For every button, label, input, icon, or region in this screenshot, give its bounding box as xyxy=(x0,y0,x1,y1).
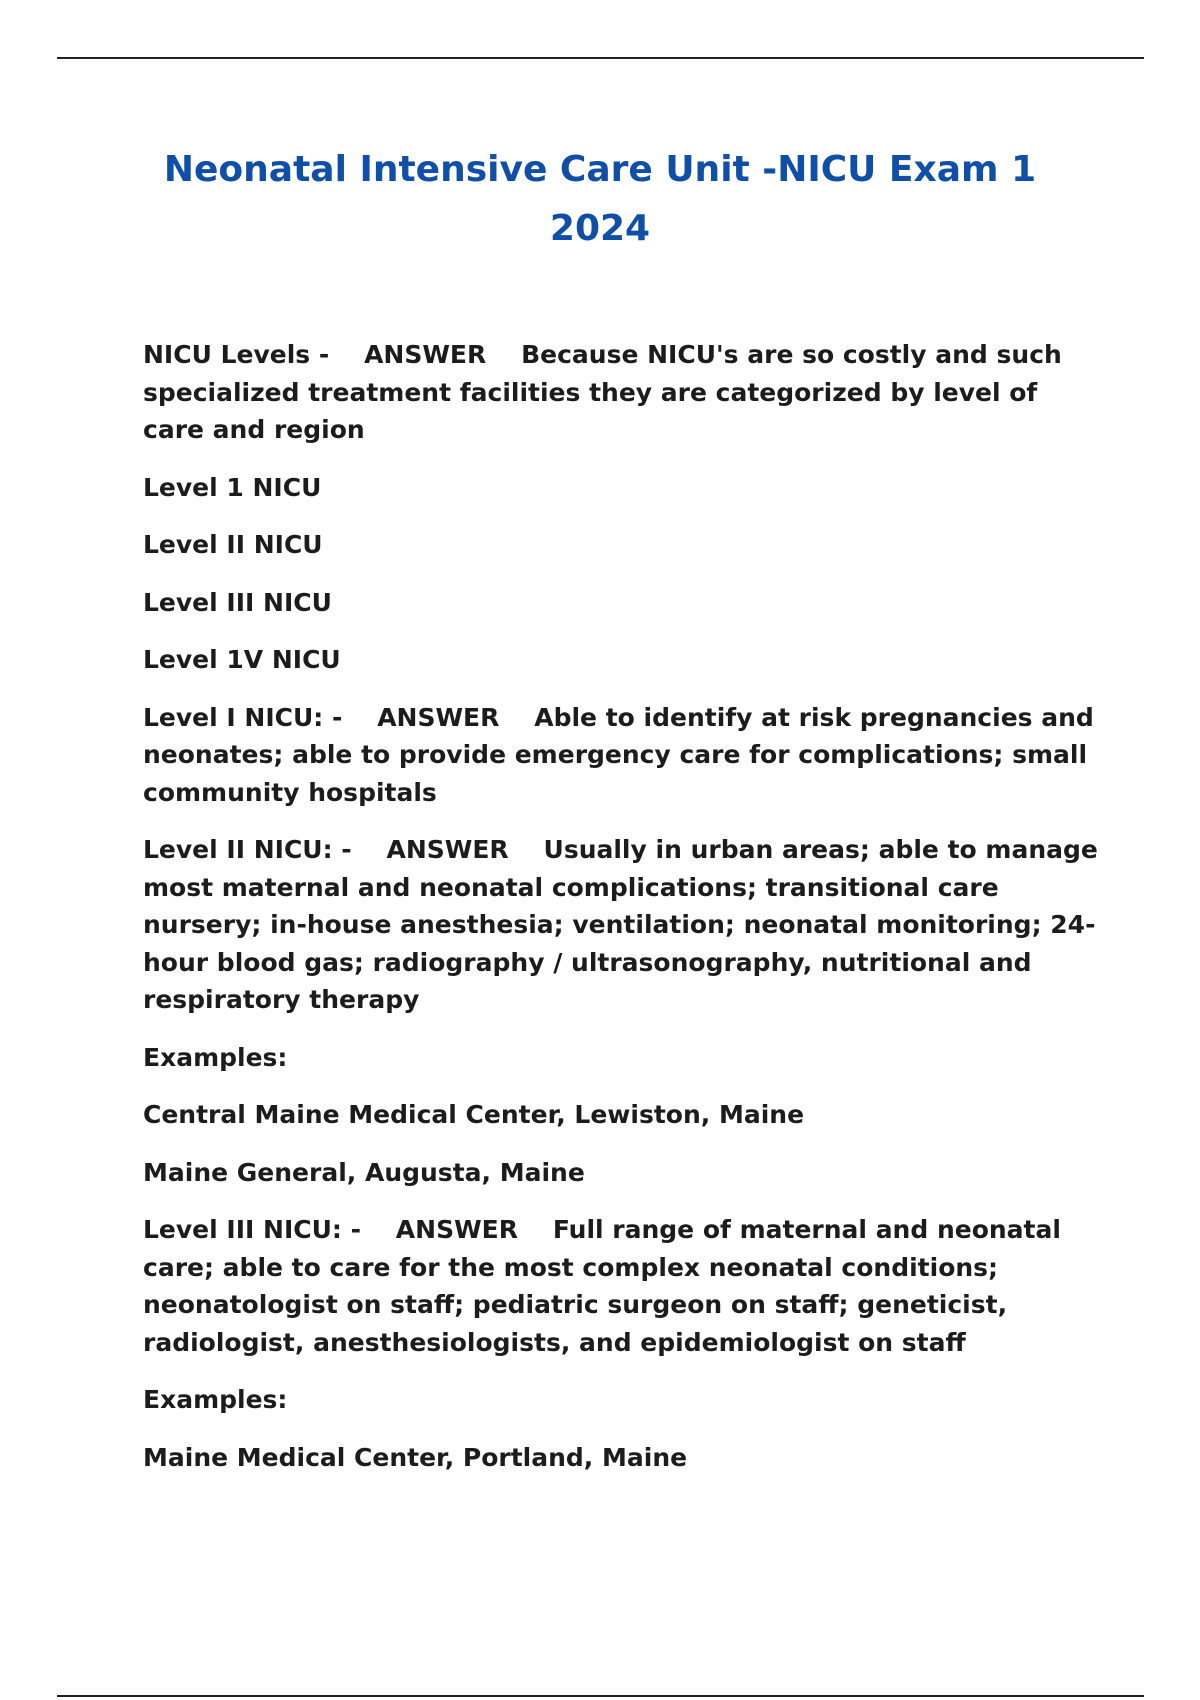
entry-level-ii-nicu xyxy=(143,831,1103,1019)
document-body xyxy=(143,336,1103,1496)
answer-label: ANSWER xyxy=(386,835,509,864)
entry-level-1: Level 1 NICU xyxy=(143,472,322,502)
entry-example-maine-medical: Maine Medical Center, Portland, Maine xyxy=(143,1442,688,1472)
entry-examples-1: Examples: xyxy=(143,1042,288,1072)
entry-answer: Because NICU's are so costly and such specialized treatment facilities they are categorized by level of care and region xyxy=(143,340,1062,444)
title-line-1: Neonatal Intensive Care Unit -NICU Exam 1 xyxy=(163,149,1037,190)
answer-label: ANSWER xyxy=(377,702,500,732)
document-title xyxy=(0,140,1200,258)
entry-example-maine-general: Maine General, Augusta, Maine xyxy=(143,1157,585,1187)
entry-level-iii-nicu xyxy=(143,1211,1103,1361)
answer-label: ANSWER xyxy=(395,1215,518,1244)
bottom-rule xyxy=(57,1695,1144,1697)
entry-level-3: Level III NICU xyxy=(143,587,332,617)
entry-examples-2: Examples: xyxy=(143,1385,288,1414)
entry-nicu-levels xyxy=(143,336,1103,449)
entry-level-4: Level 1V NICU xyxy=(143,645,341,674)
entry-answer: Full range of maternal and neonatal care; able to care for the most complex neonatal conditions; neonatologist on staff; pediatric surgeon on staff; geneticist, radiologist, anesthesiologists, and epidemiologist on staff xyxy=(143,1215,1061,1357)
entry-level-2: Level II NICU xyxy=(143,530,323,559)
entry-term: Level II NICU: - xyxy=(143,835,352,864)
answer-label: ANSWER xyxy=(364,340,487,369)
title-line-2: 2024 xyxy=(549,208,651,249)
entry-answer: Able to identify at risk pregnancies and neonates; able to provide emergency care for complications; small community hospitals xyxy=(143,702,1094,807)
entry-answer: Usually in urban areas; able to manage most maternal and neonatal complications; transitional care nursery; in-house anesthesia; ventilation; neonatal monitoring; 24-hour blood gas; radiography / ultrasonography, nutritional and respiratory therapy xyxy=(143,835,1098,1014)
top-rule xyxy=(57,57,1144,59)
entry-term: NICU Levels - xyxy=(143,340,330,369)
entry-example-central-maine: Central Maine Medical Center, Lewiston, Maine xyxy=(143,1100,805,1129)
entry-level-i-nicu xyxy=(143,699,1103,812)
entry-term: Level I NICU: - xyxy=(143,702,343,732)
entry-term: Level III NICU: - xyxy=(143,1215,361,1244)
